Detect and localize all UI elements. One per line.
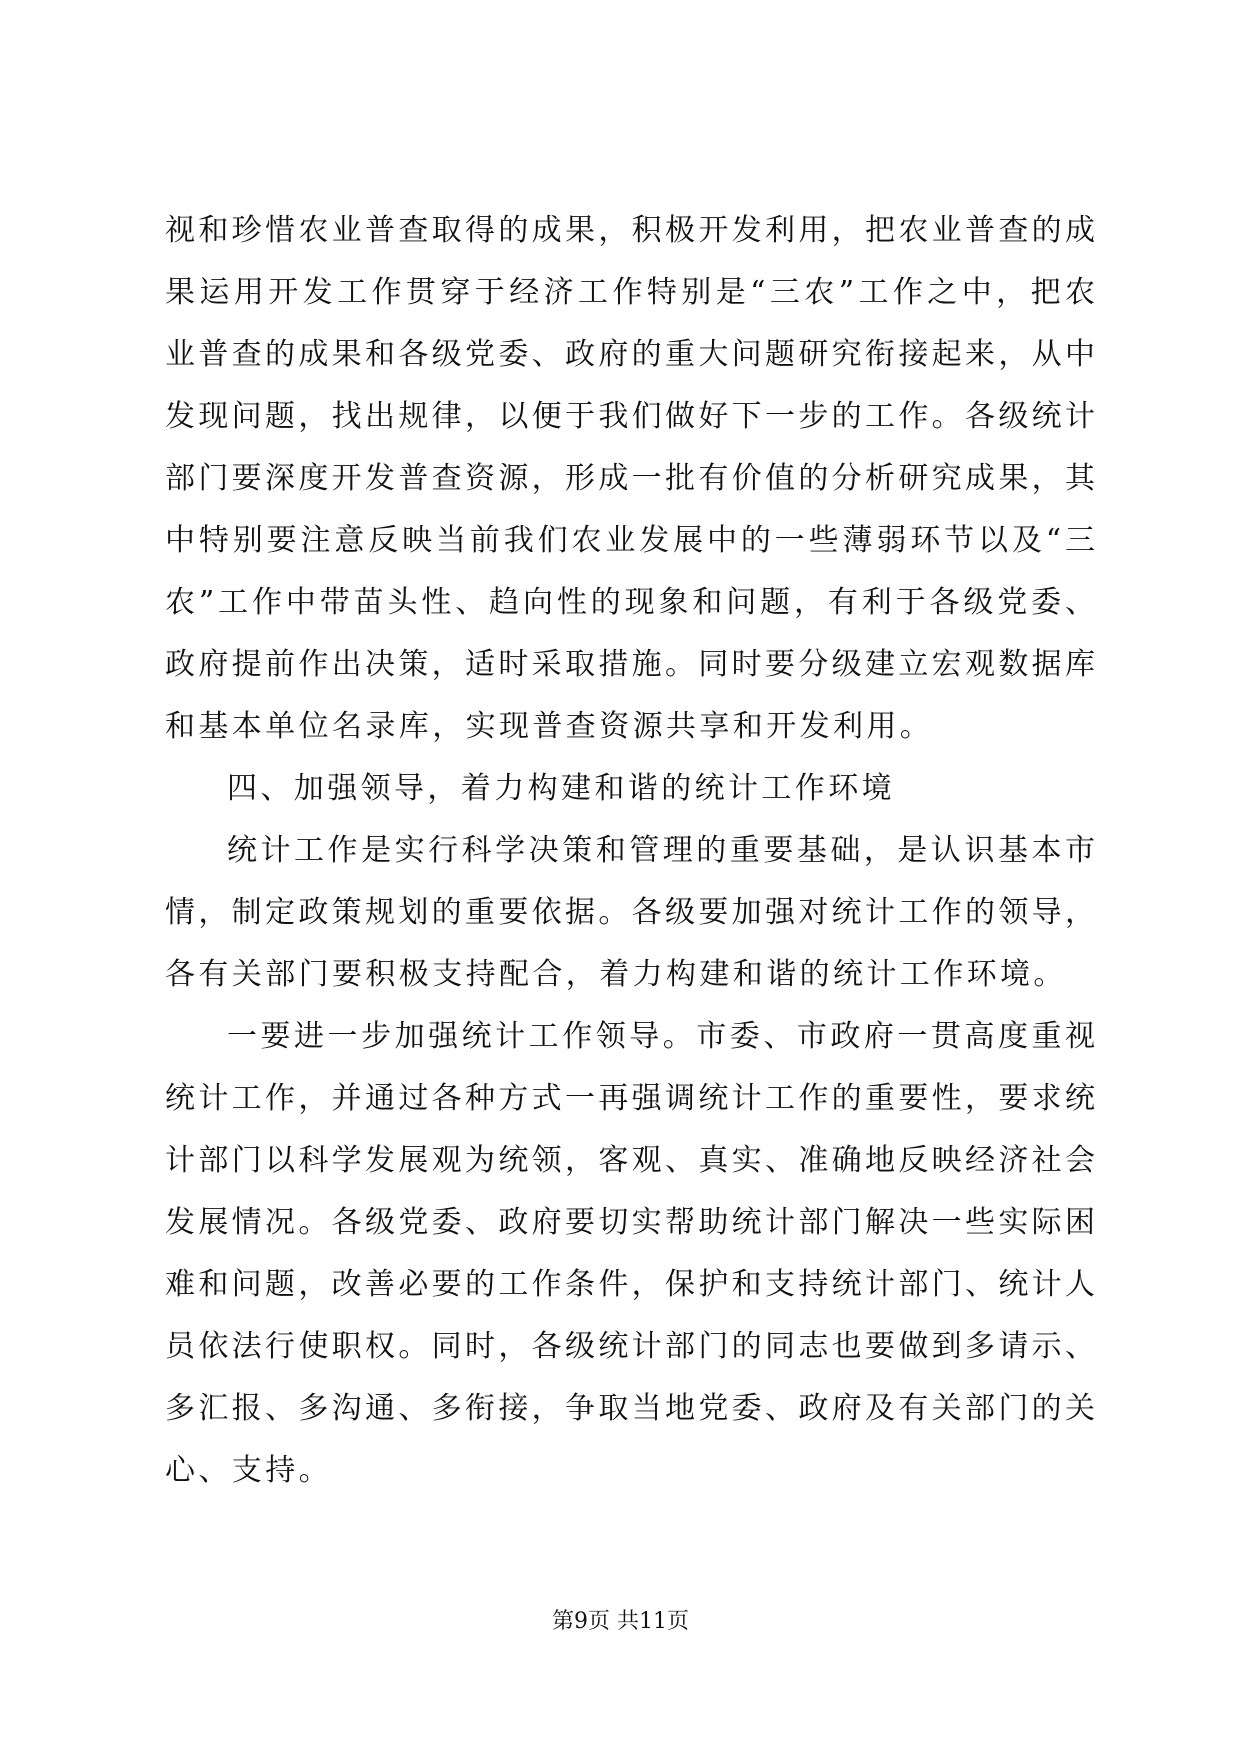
document-body	[165, 200, 1095, 1502]
text-line: 部门要深度开发普查资源，形成一批有价值的分析研究成果，其	[165, 461, 1095, 496]
text-line: 中特别要注意反映当前我们农业发展中的一些薄弱环节以及“三	[165, 523, 1095, 558]
text-line: 四、加强领导，着力构建和谐的统计工作环境	[227, 771, 895, 806]
text-line: 政府提前作出决策，适时采取措施。同时要分级建立宏观数据库	[165, 647, 1095, 682]
text-line: 和基本单位名录库，实现普查资源共享和开发利用。	[165, 709, 934, 744]
text-line: 难和问题，改善必要的工作条件，保护和支持统计部门、统计人	[165, 1267, 1095, 1302]
page-footer: 第9页 共11页	[552, 1609, 689, 1634]
text-line: 农”工作中带苗头性、趋向性的现象和问题，有利于各级党委、	[165, 585, 1095, 620]
text-line: 统计工作是实行科学决策和管理的重要基础，是认识基本市	[227, 833, 1095, 868]
text-line: 业普查的成果和各级党委、政府的重大问题研究衔接起来，从中	[165, 337, 1095, 372]
text-line: 发现问题，找出规律，以便于我们做好下一步的工作。各级统计	[165, 399, 1095, 434]
text-line: 一要进一步加强统计工作领导。市委、市政府一贯高度重视	[227, 1019, 1095, 1054]
text-line: 多汇报、多沟通、多衔接，争取当地党委、政府及有关部门的关	[165, 1391, 1095, 1426]
text-line: 情，制定政策规划的重要依据。各级要加强对统计工作的领导，	[165, 895, 1095, 930]
text-line: 发展情况。各级党委、政府要切实帮助统计部门解决一些实际困	[165, 1205, 1095, 1240]
text-line: 统计工作，并通过各种方式一再强调统计工作的重要性，要求统	[165, 1081, 1095, 1116]
text-line: 各有关部门要积极支持配合，着力构建和谐的统计工作环境。	[165, 957, 1067, 992]
text-line: 视和珍惜农业普查取得的成果，积极开发利用，把农业普查的成	[165, 213, 1095, 248]
text-line: 员依法行使职权。同时，各级统计部门的同志也要做到多请示、	[165, 1329, 1095, 1364]
text-line: 果运用开发工作贯穿于经济工作特别是“三农”工作之中，把农	[165, 275, 1095, 310]
text-line: 计部门以科学发展观为统领，客观、真实、准确地反映经济社会	[165, 1143, 1095, 1178]
text-line: 心、支持。	[165, 1453, 332, 1488]
